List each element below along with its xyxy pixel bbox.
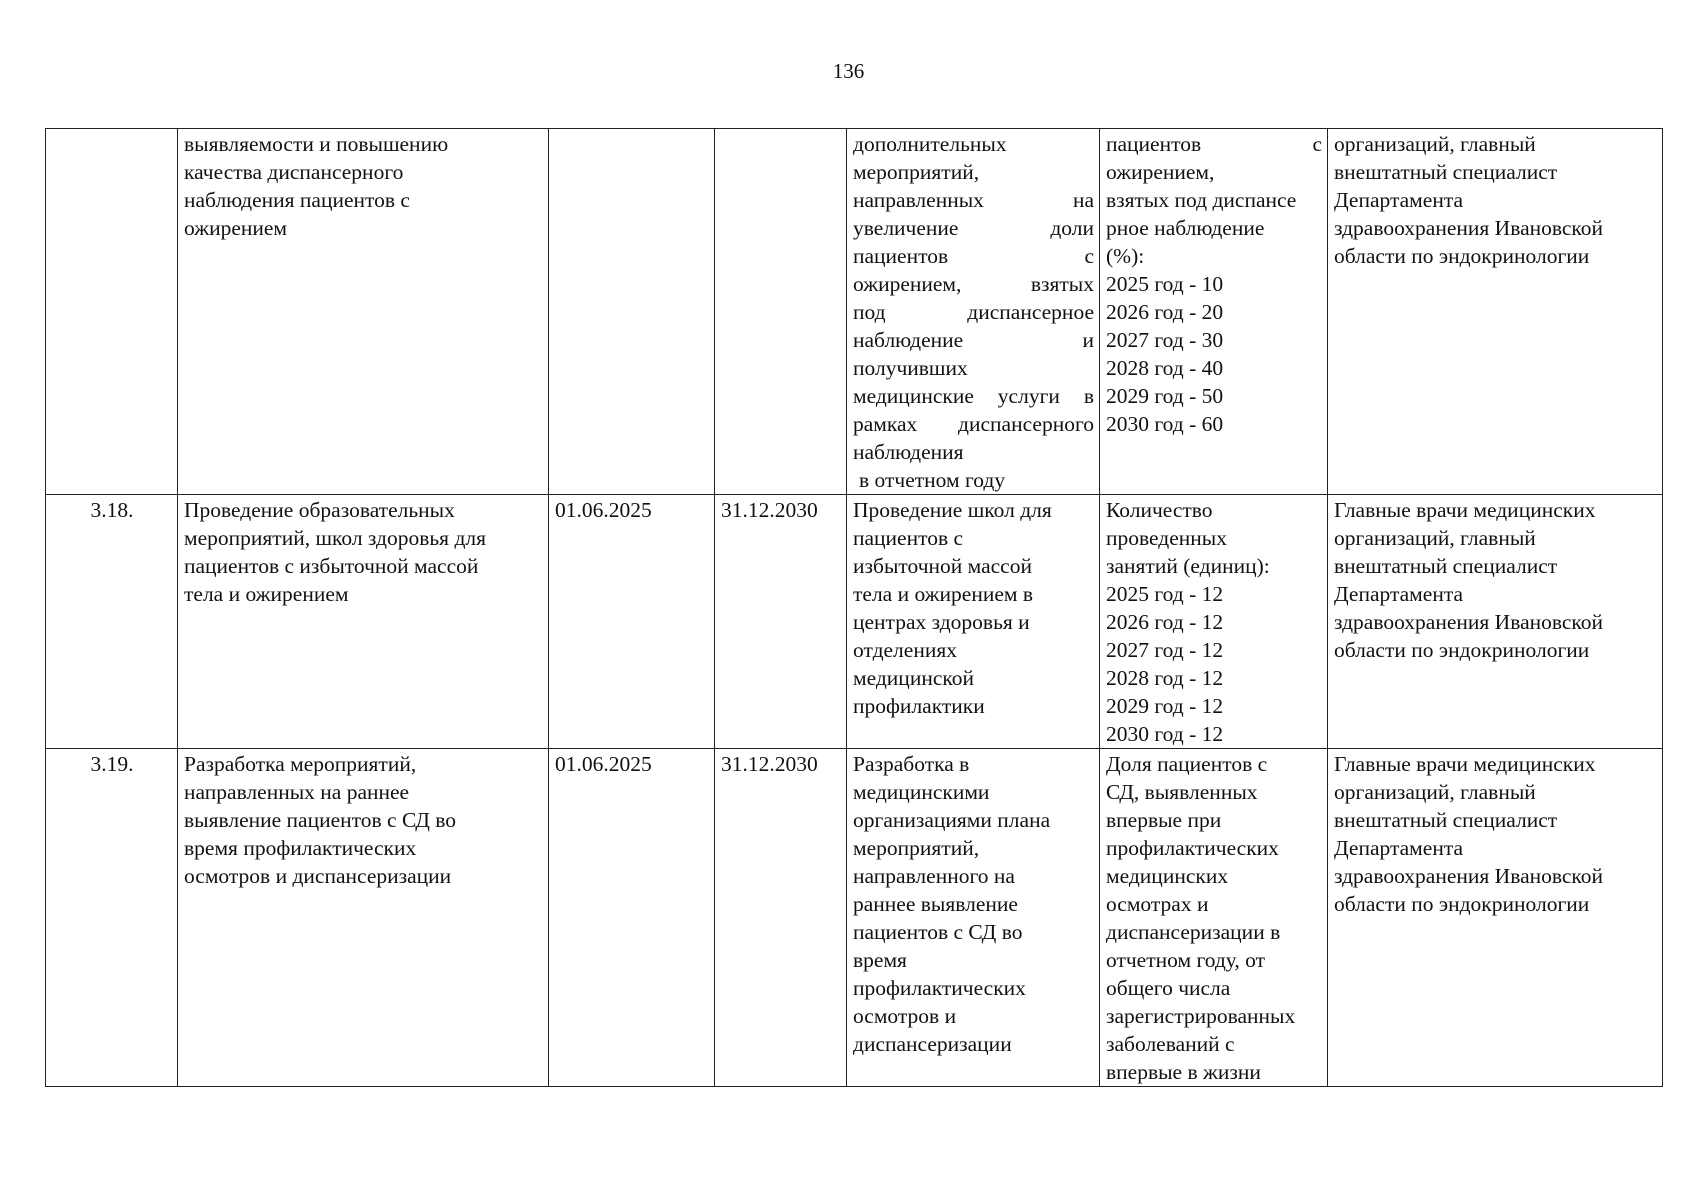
text-line: Департамента <box>1334 582 1464 606</box>
result-cell <box>847 495 1100 749</box>
text-line: 2029 год - 12 <box>1106 694 1224 718</box>
end-date-cell: 31.12.2030 <box>715 749 847 1087</box>
text-line: Департамента <box>1334 188 1464 212</box>
text-line: Разработка мероприятий, <box>184 752 417 776</box>
text-line: осмотров и диспансеризации <box>184 864 452 888</box>
text-line: время <box>853 948 907 972</box>
responsible-cell <box>1328 129 1663 495</box>
result-cell <box>847 749 1100 1087</box>
text-line: взятых под диспансе <box>1106 188 1297 212</box>
end-date-cell <box>715 129 847 495</box>
indicator-cell <box>1100 129 1328 495</box>
text-line: пациентов с СД во <box>853 920 1023 944</box>
text-line: осмотрах и <box>1106 892 1209 916</box>
text-line: получивших <box>853 356 968 380</box>
text-line: тела и ожирением в <box>853 582 1034 606</box>
text-line: мероприятий, <box>853 160 980 184</box>
text-line: ожирением <box>184 216 288 240</box>
text-line: 2025 год - 10 <box>1106 272 1224 296</box>
text-line: отчетном году, от <box>1106 948 1266 972</box>
text-line: мероприятий, <box>853 836 980 860</box>
row-number-cell: 3.18. <box>46 495 178 749</box>
indicator-cell <box>1100 749 1328 1087</box>
end-date-cell: 31.12.2030 <box>715 495 847 749</box>
responsible-cell <box>1328 749 1663 1087</box>
text-line: Департамента <box>1334 836 1464 860</box>
text-line: наблюдение и <box>853 328 1094 352</box>
start-date-cell <box>549 129 715 495</box>
text-line: 2030 год - 12 <box>1106 722 1224 746</box>
table-row <box>46 495 1663 749</box>
text-line: пациентов с <box>853 526 964 550</box>
text-line: время профилактических <box>184 836 417 860</box>
text-line: в отчетном году <box>859 468 1006 492</box>
text-line: впервые в жизни <box>1106 1060 1261 1084</box>
text-line: внештатный специалист <box>1334 808 1558 832</box>
text-line: 2030 год - 60 <box>1106 412 1224 436</box>
text-line: ожирением, взятых <box>853 272 1094 296</box>
text-line: Доля пациентов с <box>1106 752 1268 776</box>
row-number-cell: 3.19. <box>46 749 178 1087</box>
text-line: 2028 год - 12 <box>1106 666 1224 690</box>
table-row <box>46 749 1663 1087</box>
text-line: области по эндокринологии <box>1334 892 1590 916</box>
row-number-cell <box>46 129 178 495</box>
text-line: диспансеризации в <box>1106 920 1281 944</box>
start-date-cell: 01.06.2025 <box>549 749 715 1087</box>
text-line: заболеваний с <box>1106 1032 1235 1056</box>
text-line: направленного на <box>853 864 1015 888</box>
page-number: 136 <box>832 59 865 83</box>
table-row <box>46 129 1663 495</box>
text-line: рное наблюдение <box>1106 216 1265 240</box>
start-date-cell: 01.06.2025 <box>549 495 715 749</box>
text-line: внештатный специалист <box>1334 554 1558 578</box>
text-line: ожирением, <box>1106 160 1215 184</box>
text-line: впервые при <box>1106 808 1222 832</box>
text-line: 2027 год - 12 <box>1106 638 1224 662</box>
responsible-cell <box>1328 495 1663 749</box>
text-line: диспансеризации <box>853 1032 1012 1056</box>
text-line: рамках диспансерного <box>853 412 1094 436</box>
text-line: занятий (единиц): <box>1106 554 1270 578</box>
text-line: наблюдения пациентов с <box>184 188 410 212</box>
text-line: Разработка в <box>853 752 970 776</box>
text-line: 2027 год - 30 <box>1106 328 1224 352</box>
text-line: медицинской <box>853 666 974 690</box>
text-line: качества диспансерного <box>184 160 404 184</box>
text-line: организациями плана <box>853 808 1051 832</box>
text-line: мероприятий, школ здоровья для <box>184 526 487 550</box>
text-line: 2025 год - 12 <box>1106 582 1224 606</box>
text-line: 2029 год - 50 <box>1106 384 1224 408</box>
text-line: направленных на раннее <box>184 780 410 804</box>
text-line: организаций, главный <box>1334 526 1536 550</box>
text-line: дополнительных <box>853 132 1007 156</box>
text-line: 2026 год - 12 <box>1106 610 1224 634</box>
text-line: медицинскими <box>853 780 990 804</box>
text-line: внештатный специалист <box>1334 160 1558 184</box>
text-line: направленных на <box>853 188 1094 212</box>
text-line: проведенных <box>1106 526 1227 550</box>
measure-cell <box>178 129 549 495</box>
text-line: выявление пациентов с СД во <box>184 808 457 832</box>
text-line: Главные врачи медицинских <box>1334 498 1596 522</box>
text-line: медицинских <box>1106 864 1229 888</box>
text-line: Количество <box>1106 498 1213 522</box>
text-line: увеличение доли <box>853 216 1094 240</box>
text-line: под диспансерное <box>853 300 1094 324</box>
text-line: Главные врачи медицинских <box>1334 752 1596 776</box>
text-line: (%): <box>1106 244 1145 268</box>
text-line: области по эндокринологии <box>1334 638 1590 662</box>
text-line: профилактических <box>1106 836 1279 860</box>
text-line: здравоохранения Ивановской <box>1334 610 1604 634</box>
text-line: организаций, главный <box>1334 132 1536 156</box>
text-line: пациентов с <box>853 244 1094 268</box>
text-line: пациентов с избыточной массой <box>184 554 479 578</box>
indicator-cell <box>1100 495 1328 749</box>
text-line: избыточной массой <box>853 554 1032 578</box>
text-line: профилактики <box>853 694 985 718</box>
text-line: профилактических <box>853 976 1026 1000</box>
text-line: организаций, главный <box>1334 780 1536 804</box>
text-line: осмотров и <box>853 1004 957 1028</box>
text-line: 2028 год - 40 <box>1106 356 1224 380</box>
text-line: пациентов с <box>1106 132 1322 156</box>
text-line: зарегистрированных <box>1106 1004 1296 1028</box>
text-line: области по эндокринологии <box>1334 244 1590 268</box>
result-cell <box>847 129 1100 495</box>
measures-table <box>45 128 1663 1087</box>
text-line: медицинские услуги в <box>853 384 1094 408</box>
text-line: выявляемости и повышению <box>184 132 449 156</box>
text-line: центрах здоровья и <box>853 610 1030 634</box>
text-line: Проведение образовательных <box>184 498 455 522</box>
text-line: отделениях <box>853 638 957 662</box>
text-line: наблюдения <box>853 440 964 464</box>
measure-cell <box>178 749 549 1087</box>
text-line: Проведение школ для <box>853 498 1052 522</box>
text-line: общего числа <box>1106 976 1231 1000</box>
text-line: СД, выявленных <box>1106 780 1258 804</box>
text-line: здравоохранения Ивановской <box>1334 216 1604 240</box>
text-line: здравоохранения Ивановской <box>1334 864 1604 888</box>
text-line: 2026 год - 20 <box>1106 300 1224 324</box>
text-line: тела и ожирением <box>184 582 349 606</box>
text-line: раннее выявление <box>853 892 1018 916</box>
measure-cell <box>178 495 549 749</box>
